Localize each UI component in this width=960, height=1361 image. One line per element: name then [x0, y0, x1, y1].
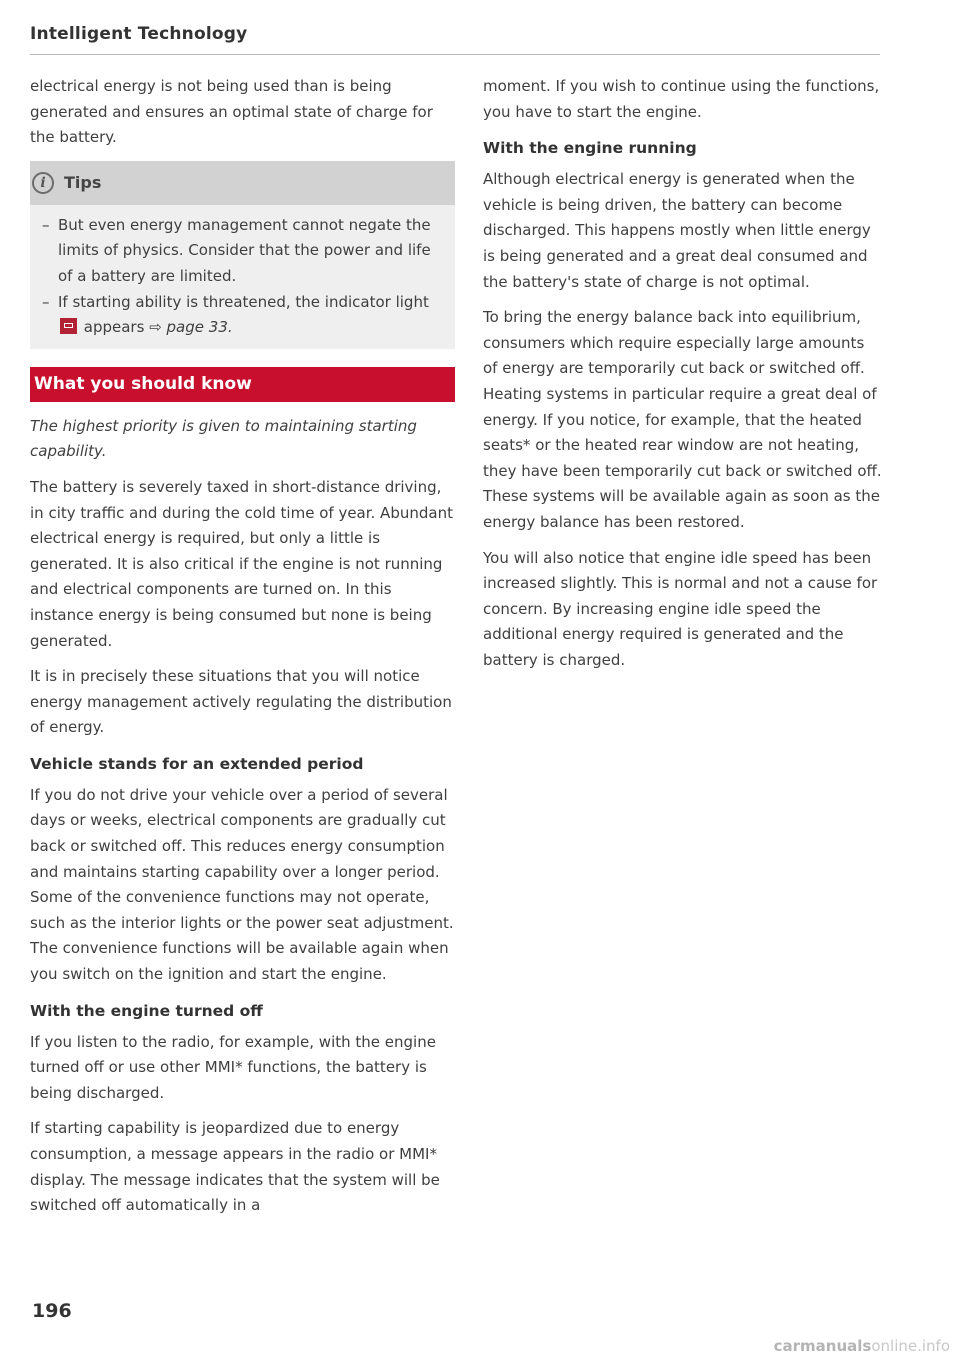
page-header — [30, 24, 880, 55]
body-paragraph: moment. If you wish to continue using the functions, you have to start the engine. — [483, 77, 880, 121]
body-paragraph: The battery is severely taxed in short-distance driving, in city traffic and during the cold time of year. Abundant electrical energy is required, but only a little is generated. It is also critical if the engine is not running and electrical components are turned on. In this instance energy is being consumed but none is being generated. — [30, 477, 453, 650]
tips-header — [30, 161, 455, 205]
right-column — [483, 74, 883, 683]
body-paragraph: You will also notice that engine idle speed has been increased slightly. This is normal and not a cause for concern. By increasing engine idle speed the additional energy required is generated and the battery is charged. — [483, 548, 878, 669]
page-reference-link[interactable]: ⇨ page 33. — [149, 318, 233, 337]
tip-item: – But even energy management cannot negate the limits of physics. Consider that the power and life of a battery are limited. — [42, 213, 445, 290]
subheading-engine-running: With the engine running — [483, 139, 697, 158]
body-paragraph: To bring the energy balance back into equilibrium, consumers which require especially large amounts of energy are temporarily cut back or switched off. Heating systems in particular require a great deal of energy. If you notice, for example, that the heated seats* or the heated rear window are not heating, they have been temporarily cut back or switched off. These systems will be available again as soon as the energy balance has been restored. — [483, 308, 882, 531]
tip-text: If starting ability is threatened, the indicator light — [58, 292, 429, 311]
body-paragraph: If starting capability is jeopardized due to energy consumption, a message appears in the radio or MMI* display. The message indicates that the system will be switched off automatically in a — [30, 1119, 440, 1215]
subheading-extended-period: Vehicle stands for an extended period — [30, 754, 364, 773]
page-number: 196 — [32, 1300, 72, 1322]
body-paragraph: Although electrical energy is generated when the vehicle is being driven, the battery can become discharged. This happens mostly when little energy is being generated and a great deal consumed and the battery's state of charge is not optimal. — [483, 170, 871, 291]
tip-text: But even energy management cannot negate the limits of physics. Consider that the power and life of a battery are limited. — [58, 215, 431, 285]
tips-title: Tips — [64, 173, 102, 193]
left-column — [30, 74, 455, 1229]
header-title: Intelligent Technology — [30, 24, 248, 44]
body-paragraph: If you listen to the radio, for example, with the engine turned off or use other MMI* functions, the battery is being discharged. — [30, 1032, 436, 1102]
watermark: carmanualsonline.info — [773, 1337, 950, 1355]
info-icon: i — [32, 172, 54, 194]
tips-body — [30, 205, 455, 349]
tip-item: – If starting ability is threatened, the indicator light appears ⇨ page 33. — [42, 292, 429, 337]
section-heading: What you should know — [30, 367, 455, 402]
intro-paragraph: electrical energy is not being used than is being generated and ensures an optimal state of charge for the battery. — [30, 77, 433, 147]
body-paragraph: It is in precisely these situations that you will notice energy management actively regulating the distribution of energy. — [30, 667, 452, 737]
battery-warning-icon — [60, 318, 77, 334]
tips-box — [30, 161, 455, 349]
body-paragraph: If you do not drive your vehicle over a period of several days or weeks, electrical components are gradually cut back or switched off. This reduces energy consumption and maintains starting capability over a longer period. Some of the convenience functions may not operate, such as the interior lights or the power seat adjustment. The convenience functions will be available again when you switch on the ignition and start the engine. — [30, 785, 454, 984]
subheading-engine-off: With the engine turned off — [30, 1001, 263, 1020]
tip-text: appears — [83, 318, 145, 337]
lead-paragraph: The highest priority is given to maintaining starting capability. — [30, 416, 417, 461]
